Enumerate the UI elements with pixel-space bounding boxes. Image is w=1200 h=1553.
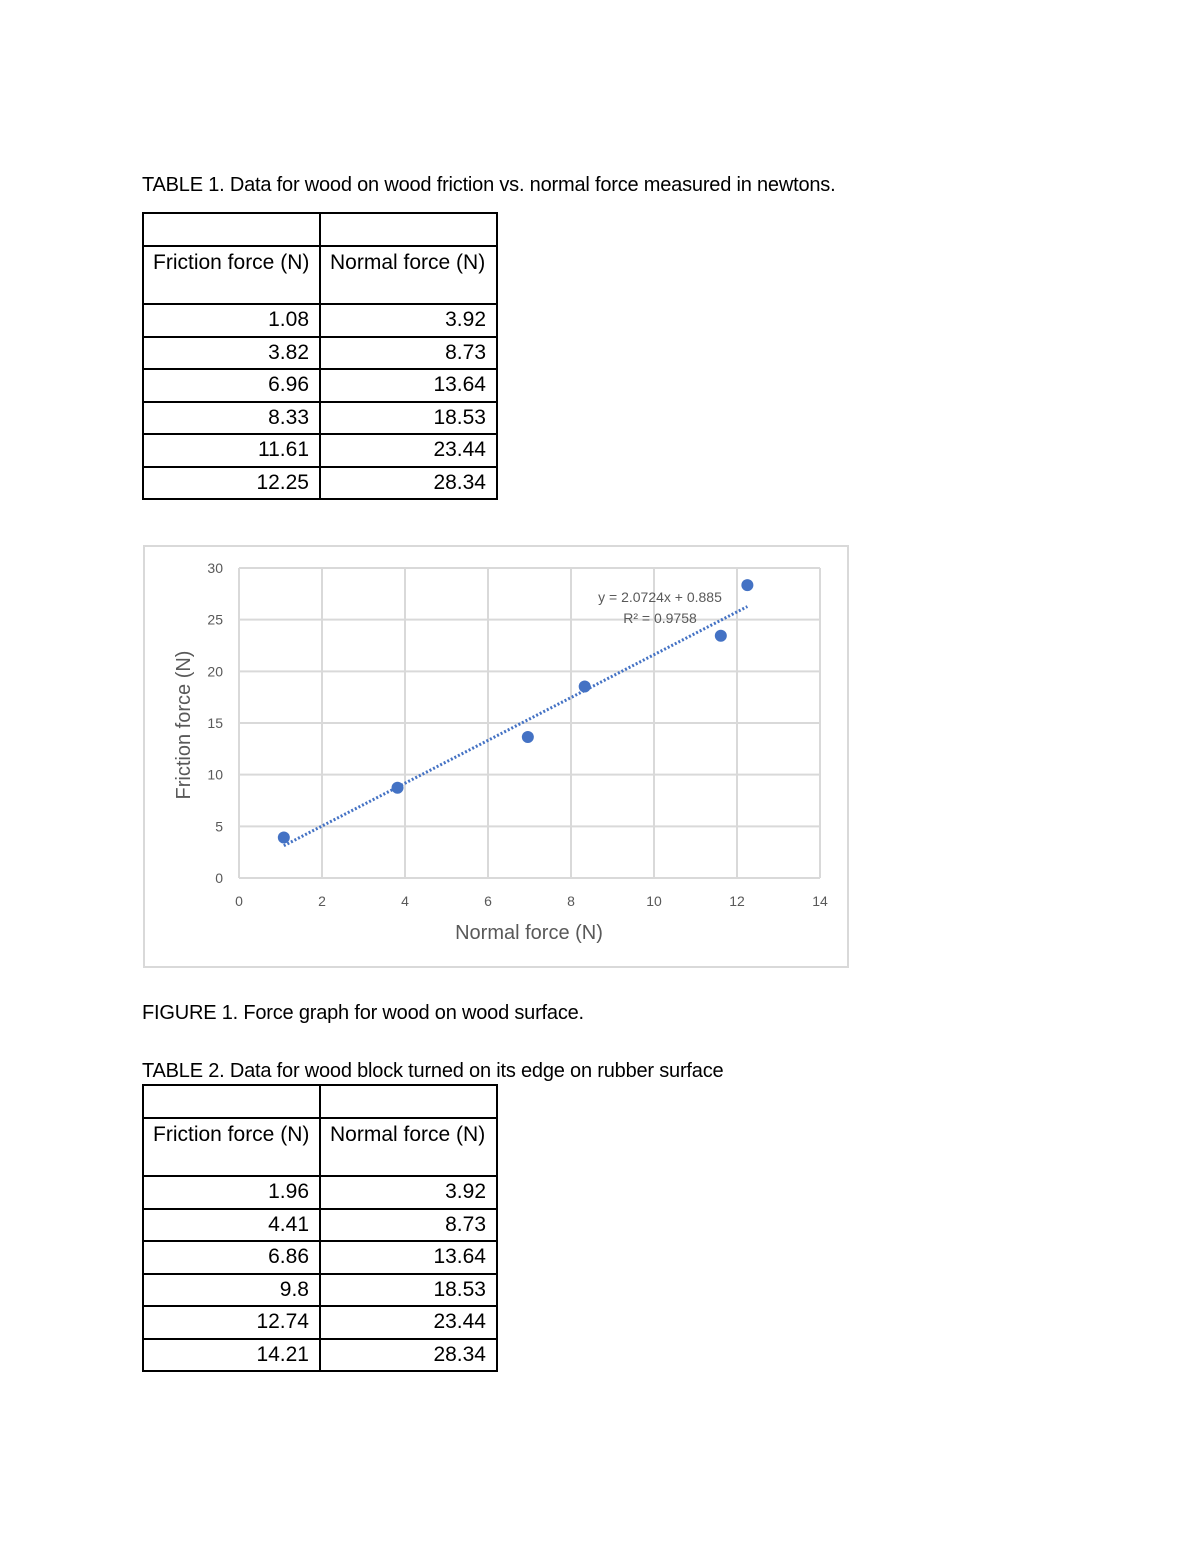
table1-cell: 28.34 xyxy=(320,467,497,500)
table1-cell: 12.25 xyxy=(143,467,320,500)
x-tick-label: 8 xyxy=(567,893,575,909)
table2-cell: 28.34 xyxy=(320,1339,497,1372)
table1-cell: 11.61 xyxy=(143,434,320,467)
table-row xyxy=(143,1339,497,1372)
table2-cell: 8.73 xyxy=(320,1209,497,1242)
table2-cell: 6.86 xyxy=(143,1241,320,1274)
table2-header-row xyxy=(143,1118,497,1176)
trendline xyxy=(284,607,748,846)
trendline-r-squared: R² = 0.9758 xyxy=(623,610,697,626)
trendline-equation: y = 2.0724x + 0.885 xyxy=(598,589,722,605)
table-row xyxy=(143,1209,497,1242)
table-row xyxy=(143,402,497,435)
figure1-caption: FIGURE 1. Force graph for wood on wood surface. xyxy=(142,1002,584,1024)
y-tick-label: 10 xyxy=(207,766,223,783)
table2-cell: 13.64 xyxy=(320,1241,497,1274)
table1-cell: 18.53 xyxy=(320,402,497,435)
table1-cell: 8.33 xyxy=(143,402,320,435)
data-point xyxy=(741,579,753,591)
table2-cell: 3.92 xyxy=(320,1176,497,1209)
table2-caption: TABLE 2. Data for wood block turned on its edge on rubber surface xyxy=(142,1060,724,1082)
table1-cell: 3.92 xyxy=(320,304,497,337)
table1-blank-cell xyxy=(320,213,497,246)
table1-cell: 8.73 xyxy=(320,337,497,370)
table2-cell: 4.41 xyxy=(143,1209,320,1242)
force-scatter-chart xyxy=(145,547,851,970)
table2-cell: 18.53 xyxy=(320,1274,497,1307)
data-point xyxy=(392,782,404,794)
table1-header-normal: Normal force (N) xyxy=(320,246,497,304)
table2-blank-row xyxy=(143,1085,497,1118)
data-point xyxy=(579,681,591,693)
table2-cell: 14.21 xyxy=(143,1339,320,1372)
table-row xyxy=(143,1274,497,1307)
table2-cell: 23.44 xyxy=(320,1306,497,1339)
y-tick-label: 20 xyxy=(207,663,223,680)
table1-blank-row xyxy=(143,213,497,246)
x-tick-label: 0 xyxy=(235,893,243,909)
x-tick-label: 10 xyxy=(646,893,662,909)
x-tick-label: 6 xyxy=(484,893,492,909)
table1-cell: 1.08 xyxy=(143,304,320,337)
trendline-group xyxy=(284,607,748,846)
x-tick-label: 4 xyxy=(401,893,409,909)
table2-cell: 1.96 xyxy=(143,1176,320,1209)
y-tick-label: 15 xyxy=(207,715,223,731)
y-axis-title: Friction force (N) xyxy=(173,650,195,800)
x-tick-labels xyxy=(235,893,828,909)
table1-caption: TABLE 1. Data for wood on wood friction vs. normal force measured in newtons. xyxy=(142,174,836,196)
table-row xyxy=(143,369,497,402)
table2-blank-cell xyxy=(143,1085,320,1118)
table2-blank-cell xyxy=(320,1085,497,1118)
table-row xyxy=(143,467,497,500)
table1-cell: 13.64 xyxy=(320,369,497,402)
table-row xyxy=(143,304,497,337)
table-row xyxy=(143,1241,497,1274)
table1-cell: 3.82 xyxy=(143,337,320,370)
data-point xyxy=(522,731,534,743)
table-row xyxy=(143,1176,497,1209)
table2 xyxy=(142,1084,498,1372)
table2-header-normal: Normal force (N) xyxy=(320,1118,497,1176)
y-tick-label: 0 xyxy=(215,870,223,886)
y-tick-labels xyxy=(207,560,223,886)
chart-frame xyxy=(143,545,849,968)
x-tick-label: 14 xyxy=(812,893,828,909)
y-tick-label: 5 xyxy=(215,818,223,835)
table2-header-friction: Friction force (N) xyxy=(143,1118,320,1176)
table1-cell: 23.44 xyxy=(320,434,497,467)
table1-cell: 6.96 xyxy=(143,369,320,402)
x-tick-label: 12 xyxy=(729,893,745,909)
y-tick-label: 25 xyxy=(207,611,223,628)
table2-cell: 12.74 xyxy=(143,1306,320,1339)
data-point xyxy=(278,831,290,843)
table-row xyxy=(143,1306,497,1339)
x-axis-title: Normal force (N) xyxy=(455,922,603,944)
table-row xyxy=(143,434,497,467)
table-row xyxy=(143,337,497,370)
y-tick-label: 30 xyxy=(207,560,223,576)
table1-header-friction: Friction force (N) xyxy=(143,246,320,304)
data-point xyxy=(715,630,727,642)
table2-cell: 9.8 xyxy=(143,1274,320,1307)
table1 xyxy=(142,212,498,500)
table1-blank-cell xyxy=(143,213,320,246)
table1-header-row xyxy=(143,246,497,304)
x-tick-label: 2 xyxy=(318,893,326,909)
